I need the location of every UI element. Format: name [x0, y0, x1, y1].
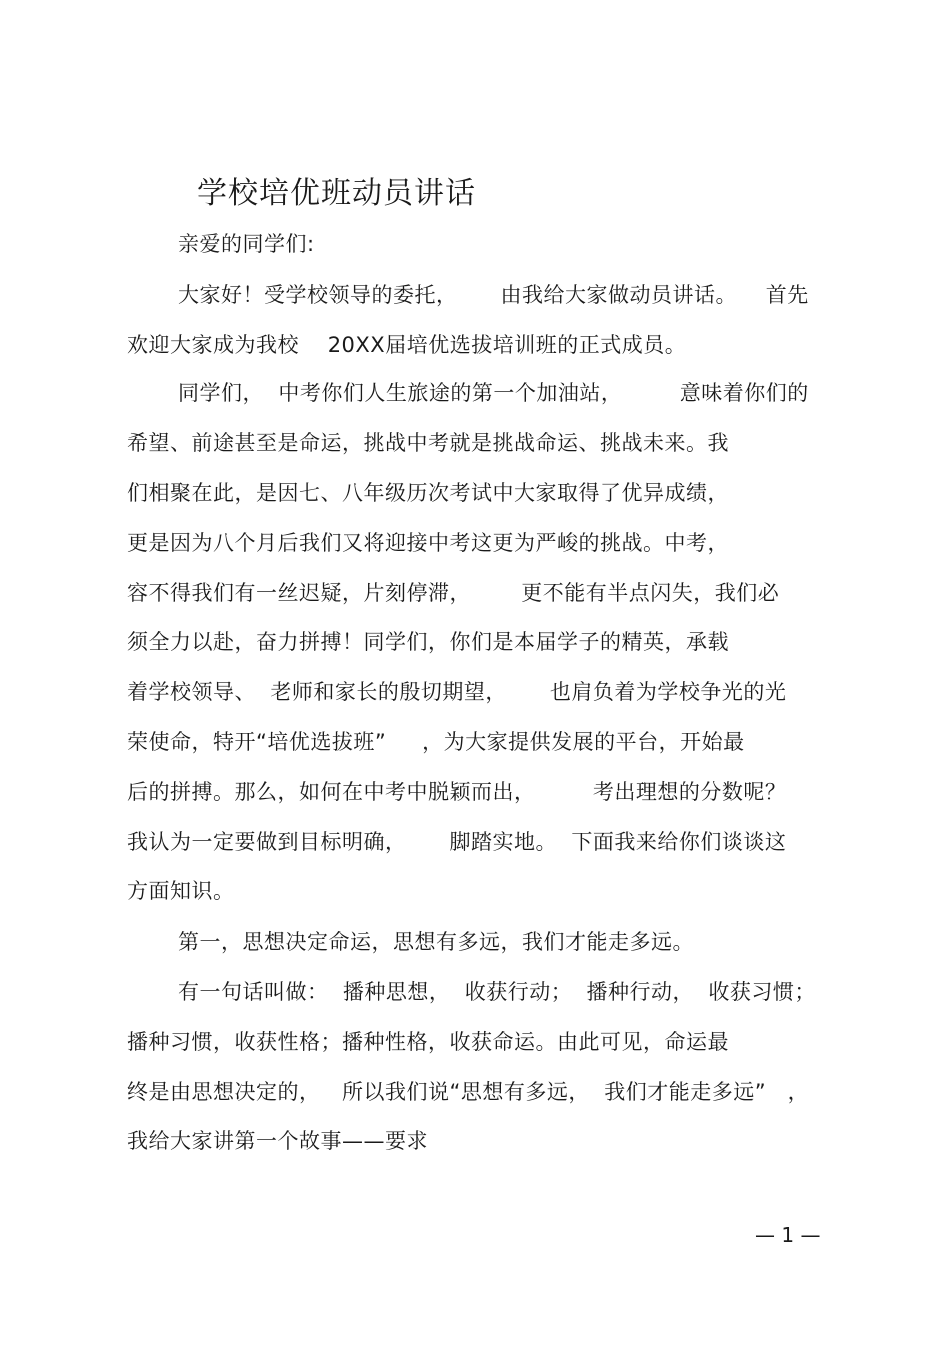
- paragraph-line: 终是由思想决定的， 所以我们说“思想有多远， 我们才能走多远” ，: [127, 1080, 810, 1104]
- paragraph-line: 同学们， 中考你们人生旅途的第一个加油站， 意味着你们的: [178, 381, 809, 405]
- paragraph-line: 希望、前途甚至是命运，挑战中考就是挑战命运、挑战未来。我: [127, 431, 729, 455]
- salutation: 亲爱的同学们:: [178, 232, 315, 256]
- paragraph-line: 荣使命，特开“培优选拔班” ，为大家提供发展的平台，开始最: [127, 730, 745, 754]
- page-number: — 1 —: [755, 1223, 821, 1247]
- paragraph-line: 大家好！受学校领导的委托， 由我给大家做动员讲话。 首先: [178, 283, 809, 307]
- paragraph-line: 第一，思想决定命运，思想有多远，我们才能走多远。: [178, 930, 694, 954]
- paragraph-line: 方面知识。: [127, 879, 235, 903]
- paragraph-line: 有一句话叫做： 播种思想， 收获行动； 播种行动， 收获习惯；: [178, 980, 816, 1004]
- paragraph-line: 着学校领导、 老师和家长的殷切期望， 也肩负着为学校争光的光: [127, 680, 787, 704]
- paragraph-line: 欢迎大家成为我校 20XX届培优选拔培训班的正式成员。: [127, 333, 687, 357]
- paragraph-line: 更是因为八个月后我们又将迎接中考这更为严峻的挑战。中考，: [127, 531, 729, 555]
- paragraph-line: 容不得我们有一丝迟疑，片刻停滞， 更不能有半点闪失，我们必: [127, 581, 780, 605]
- paragraph-line: 后的拼搏。那么，如何在中考中脱颖而出， 考出理想的分数呢？: [127, 780, 787, 804]
- paragraph-line: 们相聚在此，是因七、八年级历次考试中大家取得了优异成绩，: [127, 481, 729, 505]
- paragraph-line: 播种习惯，收获性格；播种性格，收获命运。由此可见，命运最: [127, 1030, 729, 1054]
- page-title: 学校培优班动员讲话: [197, 176, 476, 211]
- paragraph-line: 我给大家讲第一个故事——要求: [127, 1129, 428, 1153]
- paragraph-line: 我认为一定要做到目标明确， 脚踏实地。 下面我来给你们谈谈这: [127, 830, 787, 854]
- paragraph-line: 须全力以赴，奋力拼搏！同学们，你们是本届学子的精英，承载: [127, 630, 729, 654]
